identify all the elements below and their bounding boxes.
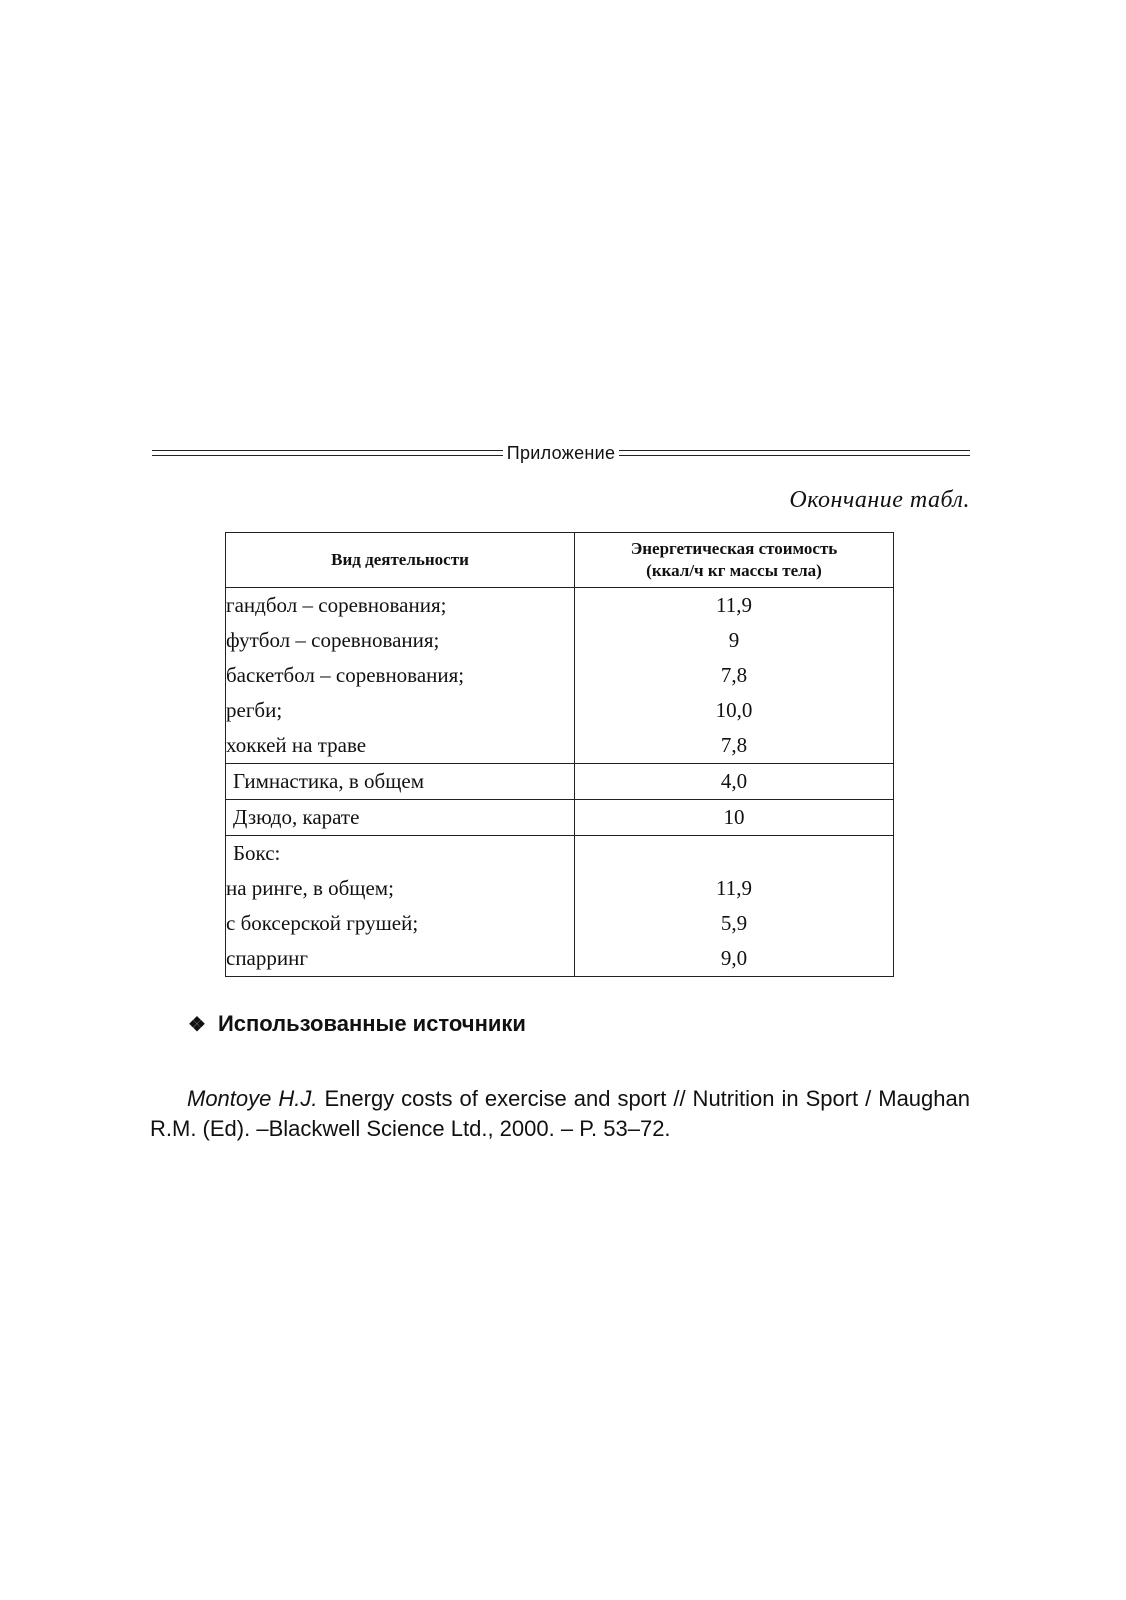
value-cell: 11,9 — [575, 588, 894, 624]
activity-cell: Бокс: — [226, 836, 575, 872]
column-header-activity: Вид деятельности — [226, 533, 575, 588]
table-row — [226, 658, 894, 693]
table-row — [226, 764, 894, 800]
sources-heading-text: Использованные источники — [217, 1011, 526, 1036]
value-cell: 9,0 — [575, 941, 894, 977]
value-cell: 7,8 — [575, 728, 894, 764]
table-caption: Окончание табл. — [789, 487, 970, 513]
table-header-row — [226, 533, 894, 588]
value-cell: 9 — [575, 623, 894, 658]
reference-entry — [150, 1084, 970, 1144]
table-row — [226, 871, 894, 906]
activity-cell: баскетбол – соревнования; — [226, 658, 575, 693]
table-row — [226, 800, 894, 836]
value-cell: 11,9 — [575, 871, 894, 906]
activity-cell: с боксерской грушей; — [226, 906, 575, 941]
value-cell: 7,8 — [575, 658, 894, 693]
value-cell: 5,9 — [575, 906, 894, 941]
activity-cell: регби; — [226, 693, 575, 728]
header-title: Приложение — [506, 443, 616, 463]
running-header — [152, 443, 970, 463]
activity-cell: на ринге, в общем; — [226, 871, 575, 906]
table-row — [226, 728, 894, 764]
value-cell — [575, 836, 894, 872]
column-header-energy-line1: Энергетическая стоимость — [630, 539, 838, 558]
activity-cell: Гимнастика, в общем — [226, 764, 575, 800]
activity-cell: хоккей на траве — [226, 728, 575, 764]
activity-cell: Дзюдо, карате — [226, 800, 575, 836]
table-row — [226, 623, 894, 658]
reference-text: Energy costs of exercise and sport // Nutrition in Sport / Maughan R.M. (Ed). –Blackwell Science Ltd., 2000. – P. 53–72. — [150, 1086, 970, 1141]
diamond-bullet-icon: ❖ — [188, 1013, 206, 1036]
header-rule-right — [619, 450, 970, 456]
value-cell: 10 — [575, 800, 894, 836]
activity-cell: футбол – соревнования; — [226, 623, 575, 658]
activity-cell: спарринг — [226, 941, 575, 977]
table-row — [226, 588, 894, 624]
column-header-energy-line2: (ккал/ч кг массы тела) — [646, 561, 822, 580]
value-cell: 10,0 — [575, 693, 894, 728]
table-row — [226, 941, 894, 977]
header-rule-left — [152, 450, 503, 456]
activity-cell: гандбол – соревнования; — [226, 588, 575, 624]
reference-author: Montoye H.J. — [187, 1086, 318, 1111]
table-row — [226, 693, 894, 728]
column-header-energy — [575, 533, 894, 588]
table-row — [226, 836, 894, 872]
value-cell: 4,0 — [575, 764, 894, 800]
table-row — [226, 906, 894, 941]
energy-cost-table — [225, 532, 894, 977]
sources-heading — [188, 1011, 526, 1037]
